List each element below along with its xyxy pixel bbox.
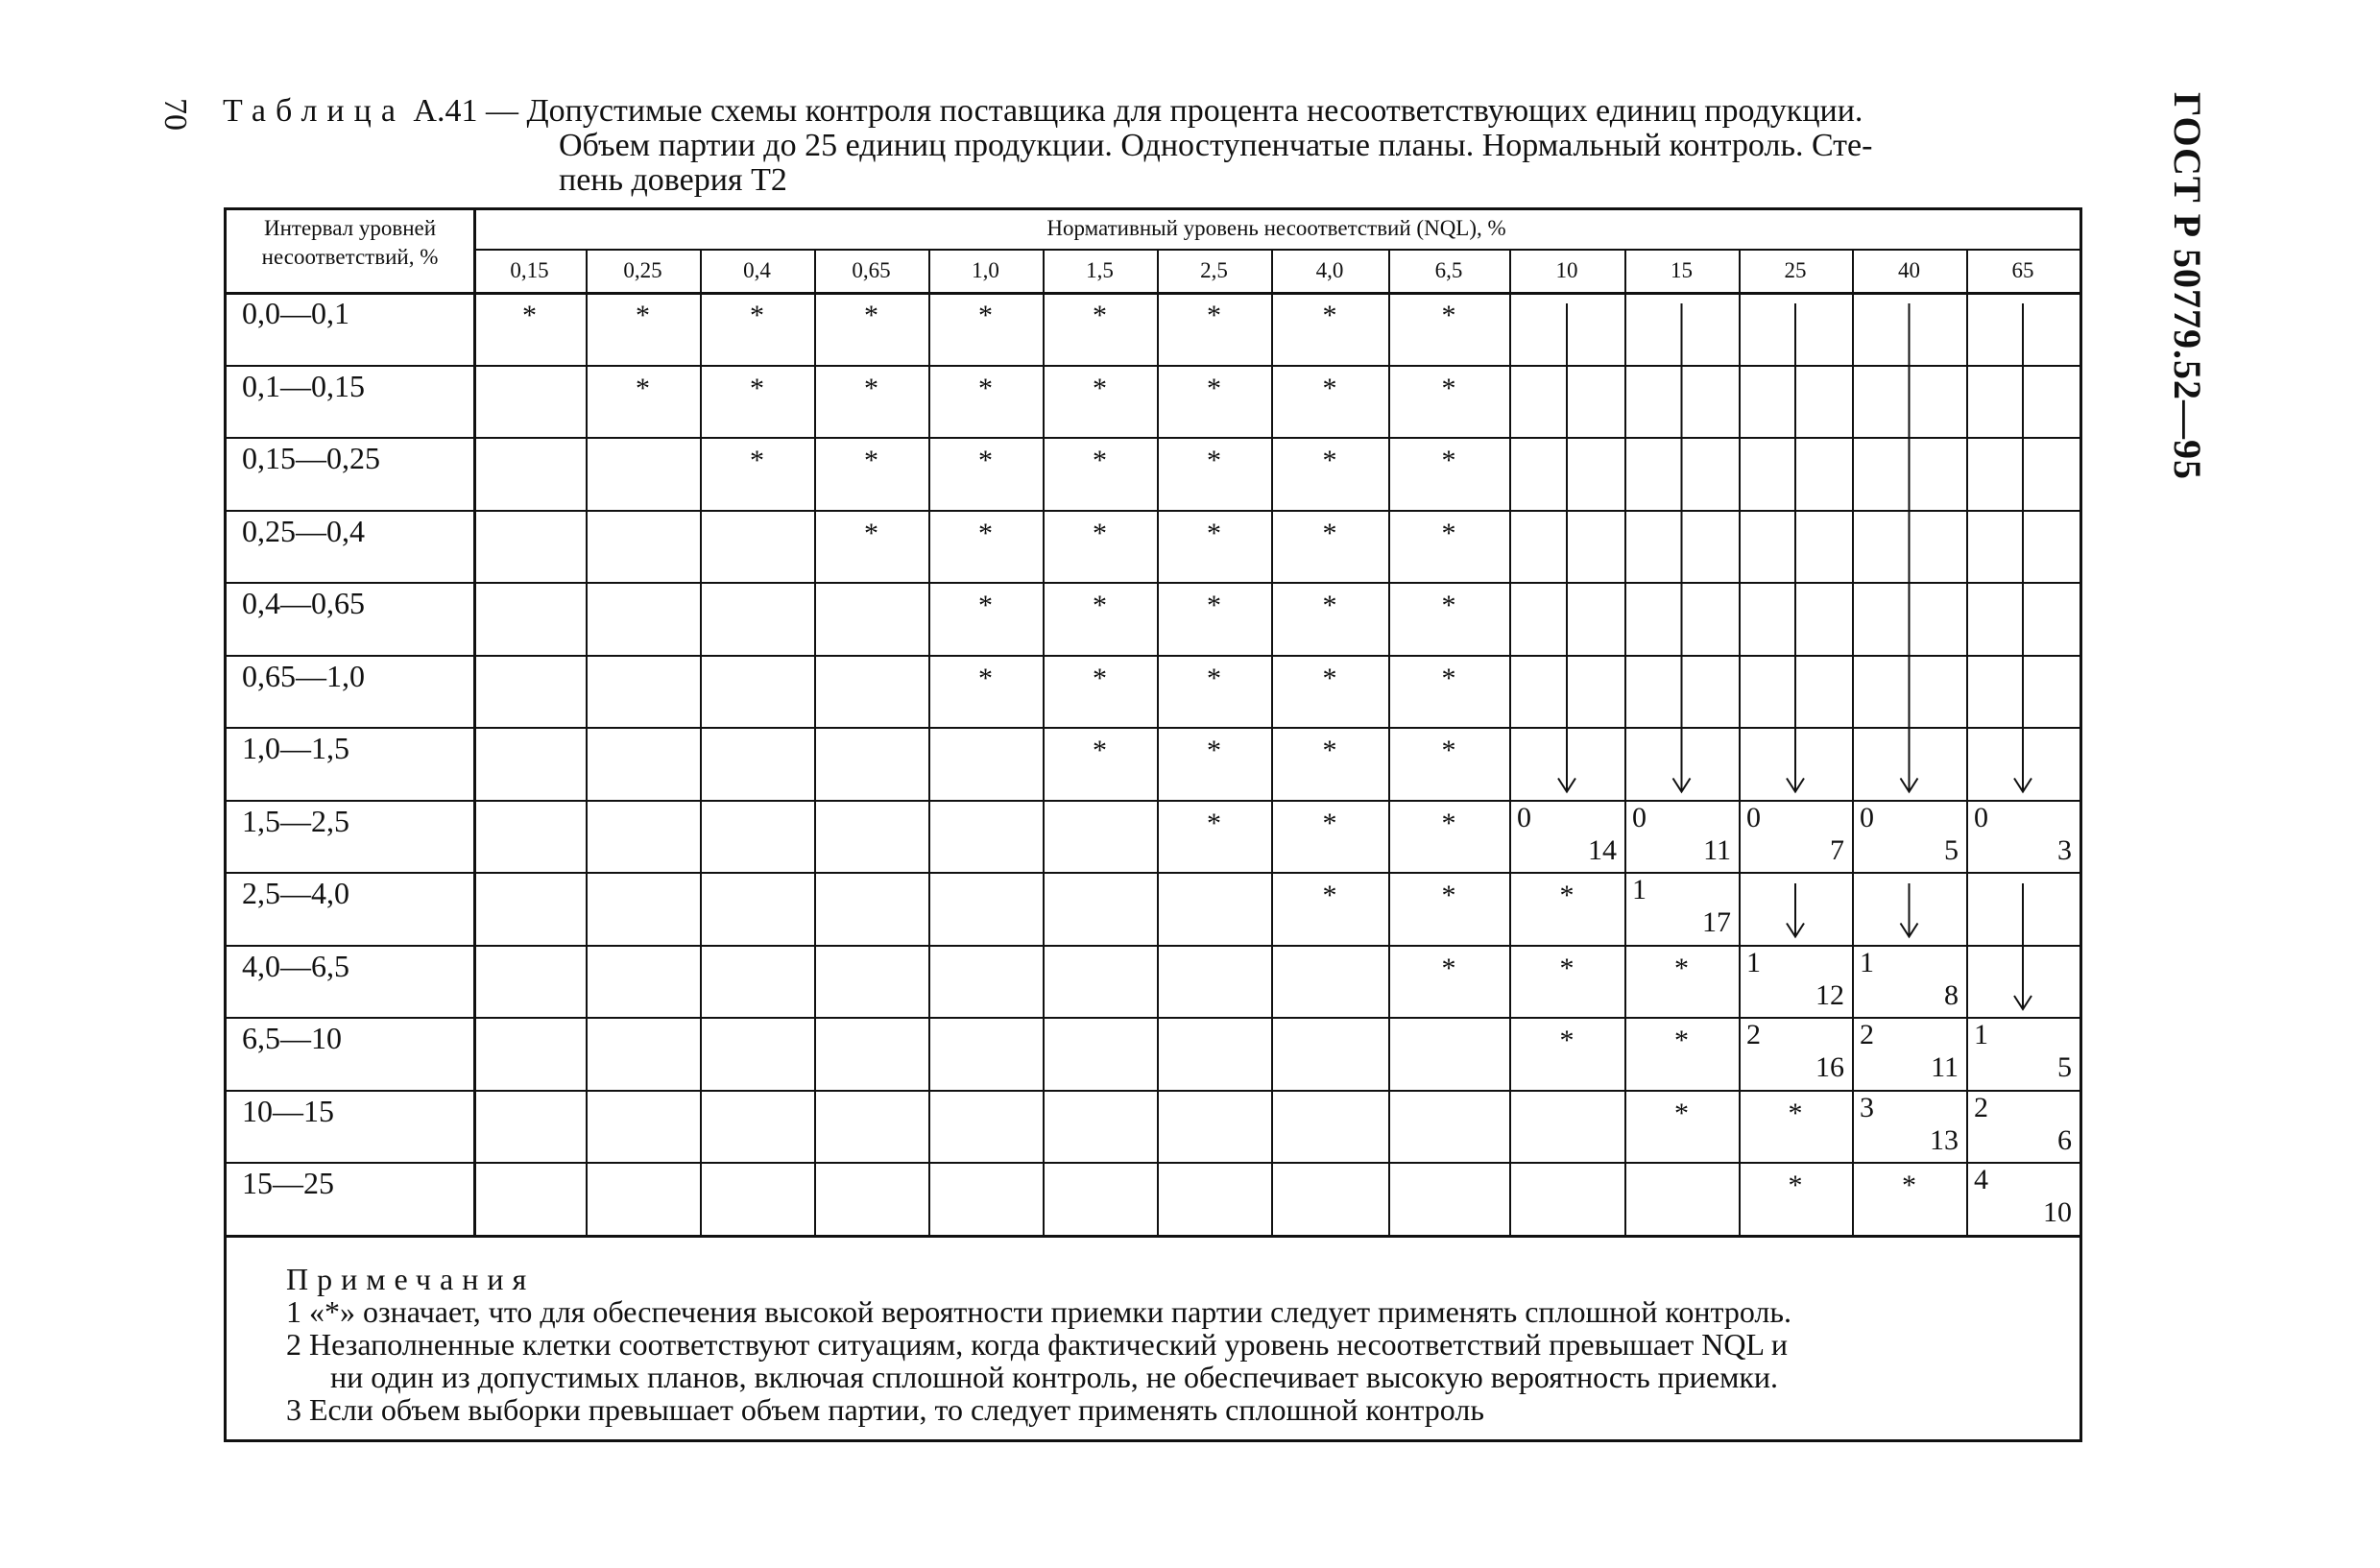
star-mark: * — [1207, 300, 1221, 331]
row-label: 0,65—1,0 — [242, 658, 365, 693]
column-header: 6,5 — [1434, 258, 1463, 282]
column-header: 0,15 — [510, 258, 549, 282]
star-mark: * — [750, 445, 764, 476]
star-mark: * — [978, 300, 993, 331]
acceptance-number: 2 — [1974, 1091, 1988, 1123]
column-header: 0,65 — [852, 258, 891, 282]
sample-size: 13 — [1930, 1123, 1959, 1156]
row-label: 0,4—0,65 — [242, 586, 365, 620]
sample-size: 11 — [1703, 833, 1731, 866]
acceptance-number: 1 — [1746, 946, 1761, 978]
star-mark: * — [978, 590, 993, 621]
sample-size: 5 — [2057, 1051, 2072, 1083]
acceptance-number: 0 — [1632, 801, 1647, 833]
column-header: 2,5 — [1200, 258, 1228, 282]
star-mark: * — [522, 300, 537, 331]
star-mark: * — [864, 300, 878, 331]
caption-line-3: пень доверия Т2 — [559, 162, 787, 198]
sample-size: 16 — [1815, 1051, 1844, 1083]
star-mark: * — [1441, 590, 1456, 621]
acceptance-number: 0 — [1746, 801, 1761, 833]
row-label: 6,5—10 — [242, 1021, 342, 1055]
column-header: 1,0 — [972, 258, 999, 282]
caption-line-1 — [223, 94, 2085, 129]
document-id: ГОСТ Р 50779.52—95 — [2166, 92, 2209, 481]
column-header: 4,0 — [1315, 258, 1344, 282]
caption-label: Таблица — [223, 93, 405, 129]
star-mark: * — [1322, 517, 1337, 549]
star-mark: * — [1093, 517, 1107, 549]
down-arrow-icon — [2014, 883, 2031, 1009]
star-mark: * — [1441, 300, 1456, 331]
star-mark: * — [978, 517, 993, 549]
down-arrow-icon — [1558, 303, 1575, 792]
star-mark: * — [978, 662, 993, 694]
notes-block — [286, 1263, 2062, 1426]
sample-size: 8 — [1944, 978, 1959, 1011]
star-mark: * — [1207, 590, 1221, 621]
star-mark: * — [1093, 590, 1107, 621]
star-mark: * — [1093, 735, 1107, 766]
star-mark: * — [1322, 662, 1337, 694]
note-2-line-2: ни один из допустимых планов, включая сплошной контроль, не обеспечивает высокую вероятность приемки. — [330, 1360, 1779, 1394]
star-mark: * — [1788, 1097, 1803, 1129]
star-mark: * — [1207, 445, 1221, 476]
star-mark: * — [1322, 590, 1337, 621]
star-mark: * — [1441, 735, 1456, 766]
sample-size: 5 — [1944, 833, 1959, 866]
corner-header-line-1: Интервал уровней — [263, 216, 437, 240]
row-label: 1,5—2,5 — [242, 803, 349, 838]
sample-size: 14 — [1588, 833, 1617, 866]
notes-title: Примечания — [286, 1262, 536, 1296]
row-label: 1,0—1,5 — [242, 731, 349, 765]
star-mark: * — [1559, 880, 1575, 911]
star-mark: * — [1093, 662, 1107, 694]
star-mark: * — [864, 372, 878, 404]
row-label: 0,25—0,4 — [242, 513, 365, 548]
column-header: 40 — [1898, 258, 1920, 282]
star-mark: * — [1093, 372, 1107, 404]
down-arrow-icon — [1673, 303, 1691, 792]
page-number: 70 — [157, 98, 193, 131]
star-mark: * — [1441, 952, 1456, 984]
star-mark: * — [636, 372, 650, 404]
down-arrow-icon — [1901, 303, 1918, 792]
column-header: 1,5 — [1086, 258, 1114, 282]
star-mark: * — [1322, 372, 1337, 404]
corner-header-line-2: несоответствий, % — [261, 245, 439, 269]
acceptance-number: 1 — [1632, 874, 1647, 905]
caption-title: А.41 — Допустимые схемы контроля поставщика для процента несоответствующих единиц продукции. — [404, 93, 1863, 129]
star-mark: * — [750, 372, 764, 404]
star-mark: * — [1093, 445, 1107, 476]
star-mark: * — [1441, 880, 1456, 911]
star-mark: * — [1441, 445, 1456, 476]
star-mark: * — [1674, 1097, 1689, 1129]
column-header: 25 — [1784, 258, 1807, 282]
arrows-layer — [227, 210, 2079, 1439]
star-mark: * — [636, 300, 650, 331]
caption-line-2: Объем партии до 25 единиц продукции. Одноступенчатые планы. Нормальный контроль. Сте- — [559, 128, 1873, 163]
sample-size: 11 — [1931, 1051, 1959, 1083]
acceptance-number: 2 — [1746, 1019, 1761, 1050]
column-header: 65 — [2011, 258, 2034, 282]
sample-size: 10 — [2043, 1196, 2072, 1228]
star-mark: * — [864, 445, 878, 476]
star-mark: * — [1441, 517, 1456, 549]
star-mark: * — [1093, 300, 1107, 331]
star-mark: * — [1322, 880, 1337, 911]
row-label: 0,1—0,15 — [242, 368, 365, 403]
acceptance-number: 0 — [1517, 801, 1531, 833]
star-mark: * — [978, 372, 993, 404]
table-caption — [223, 94, 2085, 198]
star-mark: * — [1674, 1025, 1689, 1056]
acceptance-number: 0 — [1974, 801, 1988, 833]
star-mark: * — [1207, 807, 1221, 839]
down-arrow-icon — [1901, 883, 1918, 937]
acceptance-number: 1 — [1974, 1019, 1988, 1050]
column-header: 0,4 — [743, 258, 771, 282]
star-mark: * — [864, 517, 878, 549]
row-label: 4,0—6,5 — [242, 948, 349, 983]
down-arrow-icon — [2014, 303, 2031, 792]
sample-size: 3 — [2057, 833, 2072, 866]
star-mark: * — [1441, 807, 1456, 839]
star-mark: * — [1207, 662, 1221, 694]
column-header: 0,25 — [623, 258, 662, 282]
nql-group-header: Нормативный уровень несоответствий (NQL), % — [1046, 216, 1506, 240]
star-mark: * — [1788, 1170, 1803, 1201]
star-mark: * — [1441, 372, 1456, 404]
row-label: 10—15 — [242, 1093, 334, 1128]
acceptance-number: 2 — [1860, 1019, 1874, 1050]
sample-size: 7 — [1830, 833, 1844, 866]
down-arrow-icon — [1787, 303, 1804, 792]
star-mark: * — [750, 300, 764, 331]
star-mark: * — [978, 445, 993, 476]
star-mark: * — [1207, 735, 1221, 766]
star-mark: * — [1322, 735, 1337, 766]
star-mark: * — [1674, 952, 1689, 984]
note-2-line-1: 2 Незаполненные клетки соответствуют ситуациям, когда фактический уровень несоответствий превышает NQL и — [286, 1327, 1788, 1362]
row-label: 15—25 — [242, 1166, 334, 1200]
note-3: 3 Если объем выборки превышает объем партии, то следует применять сплошной контроль — [286, 1392, 1484, 1427]
sample-size: 17 — [1702, 906, 1731, 938]
note-1: 1 «*» означает, что для обеспечения высокой вероятности приемки партии следует применять сплошной контроль. — [286, 1294, 1791, 1329]
star-mark: * — [1322, 445, 1337, 476]
star-mark: * — [1322, 807, 1337, 839]
row-label: 0,0—0,1 — [242, 296, 349, 330]
acceptance-number: 4 — [1974, 1164, 1988, 1195]
star-mark: * — [1559, 952, 1575, 984]
row-label: 0,15—0,25 — [242, 441, 380, 475]
star-mark: * — [1559, 1025, 1575, 1056]
star-mark: * — [1207, 372, 1221, 404]
sample-size: 12 — [1815, 978, 1844, 1011]
acceptance-number: 1 — [1860, 946, 1874, 978]
column-header: 15 — [1671, 258, 1693, 282]
star-mark: * — [1207, 517, 1221, 549]
star-mark: * — [1902, 1170, 1916, 1201]
column-header: 10 — [1555, 258, 1578, 282]
row-label: 2,5—4,0 — [242, 876, 349, 910]
sampling-plans-table — [224, 207, 2082, 1442]
acceptance-number: 3 — [1860, 1091, 1874, 1123]
star-mark: * — [1322, 300, 1337, 331]
star-mark: * — [1441, 662, 1456, 694]
sample-size: 6 — [2057, 1123, 2072, 1156]
down-arrow-icon — [1787, 883, 1804, 937]
acceptance-number: 0 — [1860, 801, 1874, 833]
